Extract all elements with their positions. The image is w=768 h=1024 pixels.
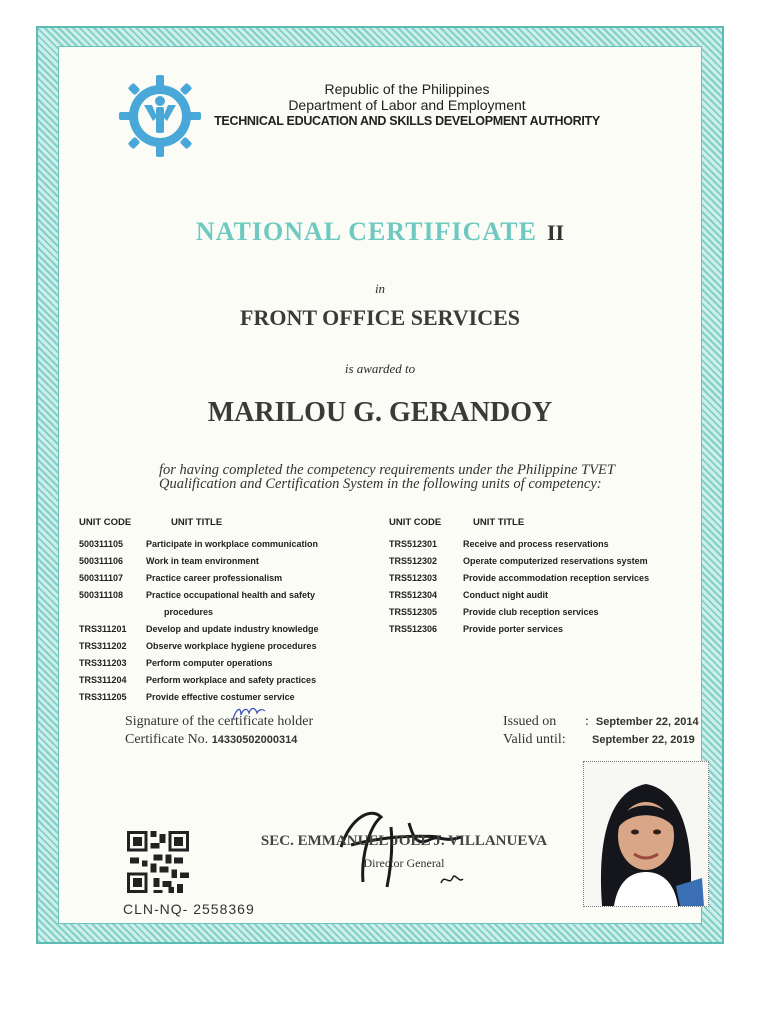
issued-date: September 22, 2014 [595,716,699,728]
unit-title: Observe workplace hygiene procedures [146,641,317,651]
portrait-icon [584,762,708,906]
certificate-level: II [546,220,565,245]
certificate-border [36,26,724,944]
unit-title: Perform workplace and safety practices [146,675,317,685]
agency-line: TECHNICAL EDUCATION AND SKILLS DEVELOPMENT AUTHORITY [214,114,600,128]
unit-code: TRS512305 [389,607,438,617]
qualification-title: FRONT OFFICE SERVICES [240,305,520,330]
unit-code: TRS311204 [79,675,127,685]
unit-title-header: UNIT TITLE [171,517,223,528]
unit-title: Receive and process reservations [463,539,609,549]
issued-label: Issued on [503,714,557,729]
unit-title: Develop and update industry knowledge [146,624,319,634]
signatory-block [239,833,569,871]
unit-title: Conduct night audit [463,590,548,600]
republic-line: Republic of the Philippines [324,81,490,97]
unit-title: procedures [164,607,214,617]
units-table-left [79,517,379,717]
valid-until-label: Valid until: [503,732,566,747]
unit-code: TRS512301 [389,539,438,549]
unit-title-header: UNIT TITLE [473,517,525,528]
signature-label: Signature of the certificate holder [125,714,314,729]
unit-code-header: UNIT CODE [79,517,132,528]
unit-code: TRS512304 [389,590,438,600]
unit-code: TRS512302 [389,556,438,566]
certificate-number: 14330502000314 [211,734,298,746]
units-table-right [389,517,709,657]
validity-block [503,713,699,749]
unit-code: TRS311203 [79,658,127,668]
issuing-authority [207,81,607,129]
issued-colon: : [585,714,589,729]
unit-code: TRS311202 [79,641,127,651]
holder-signature-block [125,713,313,749]
department-line: Department of Labor and Employment [288,97,526,113]
competency-statement: for having completed the competency requirements under the Philippine TVET Qualification and Certification System in the following units of competency: [159,462,615,492]
certificate-body [58,46,702,924]
signatory-name: SEC. EMMANUEL JOEL J. VILLANUEVA [260,833,548,849]
unit-code: 500311108 [79,590,124,600]
unit-title: Perform computer operations [146,658,273,668]
unit-code: TRS311201 [79,624,127,634]
holder-photo [583,761,709,907]
unit-title: Practice career professionalism [146,573,283,583]
awarded-label: is awarded to [344,361,416,376]
certificate-title [59,217,701,247]
qr-code-icon [127,831,189,893]
control-number: CLN-NQ- 2558369 [123,901,255,917]
valid-until-date: September 22, 2019 [592,734,695,746]
unit-code: TRS512306 [389,624,438,634]
unit-code: TRS512303 [389,573,438,583]
signatory-position: Director General [363,856,445,870]
tesda-logo-icon [119,75,201,157]
unit-title: Provide accommodation reception services [463,573,650,583]
unit-code: TRS311205 [79,692,127,702]
unit-title: Operate computerized reservations system [463,556,648,566]
certificate-name: NATIONAL CERTIFICATE [195,217,537,246]
unit-code: 500311105 [79,539,124,549]
unit-title: Work in team environment [146,556,259,566]
holder-signature-icon [229,703,269,725]
certificate-number-label: Certificate No. [125,732,209,747]
unit-title: Provide porter services [463,624,564,634]
unit-code-header: UNIT CODE [389,517,442,528]
unit-title: Provide club reception services [463,607,599,617]
unit-title: Participate in workplace communication [146,539,319,549]
in-label: in [374,281,386,296]
unit-code: 500311106 [79,556,124,566]
unit-title: Practice occupational health and safety [146,590,316,600]
unit-code: 500311107 [79,573,124,583]
unit-title: Provide effective costumer service [146,692,295,702]
recipient-name: MARILOU G. GERANDOY [207,397,553,428]
